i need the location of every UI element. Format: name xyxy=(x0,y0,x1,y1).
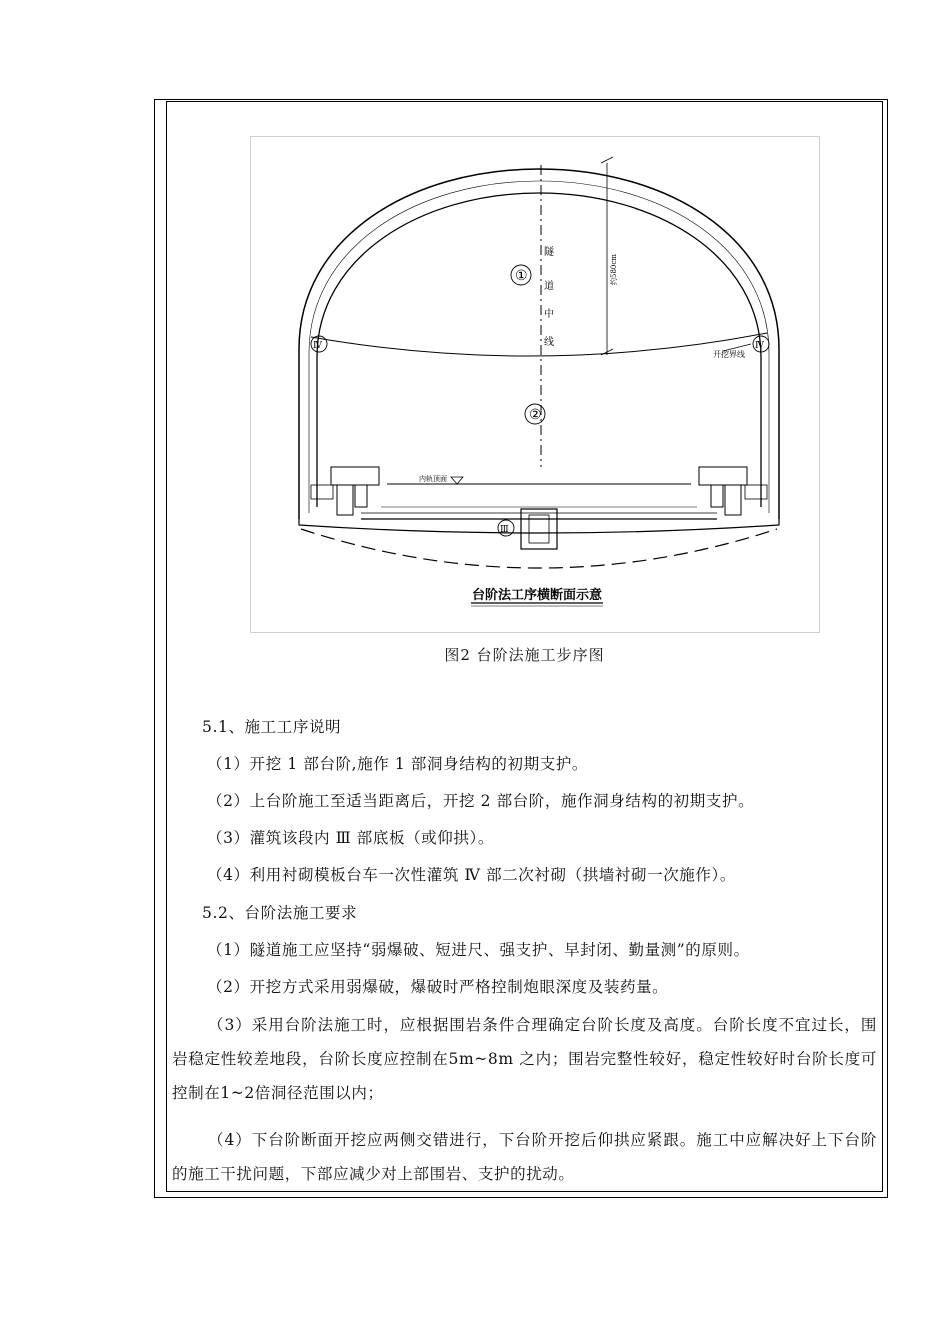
tunnel-drawing xyxy=(251,137,821,634)
figure-caption: 图2 台阶法施工步序图 xyxy=(444,646,605,664)
centerline-char-4: 线 xyxy=(544,337,554,348)
section-5-2-paragraph-4: （4）下台阶断面开挖应两侧交错进行，下台阶开挖后仰拱应紧跟。施工中应解决好上下台阶的施工干扰问题，下部应减少对上部围岩、支护的扰动。 xyxy=(172,1131,877,1183)
part3-label: Ⅲ xyxy=(500,525,509,535)
part4-right-label: Ⅳ xyxy=(755,341,764,351)
tunnel-cross-section-figure xyxy=(250,136,820,633)
section-5-1-heading: 5.1、施工工序说明 xyxy=(202,718,342,736)
section-5-1-item-2: （2）上台阶施工至适当距离后，开挖 2 部台阶，施作洞身结构的初期支护。 xyxy=(207,792,755,810)
bench-division-line xyxy=(311,333,767,356)
section-5-2-item-1: （1）隧道施工应坚持“弱爆破、短进尺、强支护、早封闭、勤量测”的原则。 xyxy=(207,941,750,959)
section-5-1-item-4: （4）利用衬砌模板台车一次性灌筑 Ⅳ 部二次衬砌（拱墙衬砌一次施作）。 xyxy=(207,866,736,884)
section-5-1-item-3: （3）灌筑该段内 Ⅲ 部底板（或仰拱）。 xyxy=(207,829,494,847)
centerline-char-3: 中 xyxy=(544,309,554,320)
rail-top-label: 内轨顶面 xyxy=(419,475,447,483)
part2-label: ② xyxy=(529,407,542,423)
invert-line xyxy=(299,519,779,533)
drawing-title: 台阶法工序横断面示意 xyxy=(471,588,603,603)
section-5-2-item-2: （2）开挖方式采用弱爆破，爆破时严格控制炮眼深度及装药量。 xyxy=(207,978,669,996)
section-5-2-heading: 5.2、台阶法施工要求 xyxy=(202,904,358,922)
centerline-char-2: 道 xyxy=(544,281,554,292)
inner-lining-line xyxy=(317,193,761,507)
section-5-1-item-1: （1）开挖 1 部台阶,施作 1 部洞身结构的初期支护。 xyxy=(207,755,589,773)
part4-left-label: Ⅳ xyxy=(313,341,322,351)
part1-label: ① xyxy=(515,268,528,284)
centerline-char-1: 隧 xyxy=(544,247,554,258)
dimension-label: 约580cm xyxy=(610,254,618,285)
section-5-2-paragraph-3: （3）采用台阶法施工时，应根据围岩条件合理确定台阶长度及高度。台阶长度不宜过长，围岩稳定性较差地段，台阶长度应控制在5m~8m 之内；围岩完整性较好，稳定性较好时台阶长度可控制在1~2倍洞径范围以内； xyxy=(172,1016,877,1102)
excavation-line-label: 开挖界线 xyxy=(713,350,745,359)
